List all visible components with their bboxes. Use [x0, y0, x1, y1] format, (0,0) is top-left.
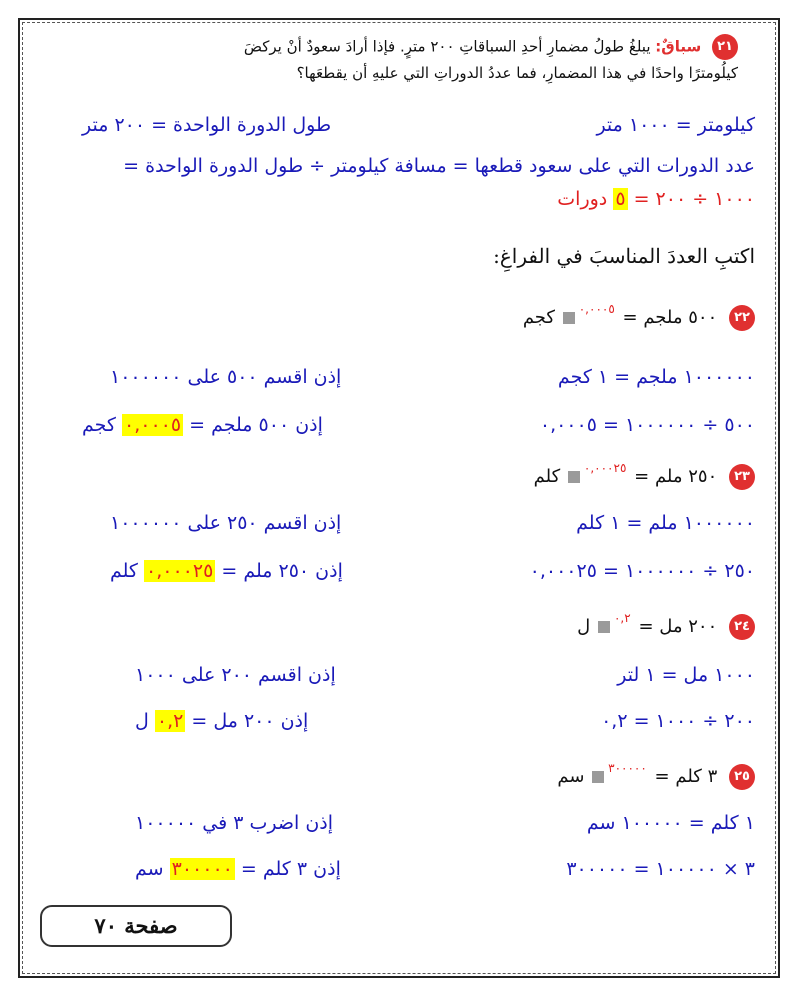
q25-result-value: ٣٠٠٠٠٠: [171, 858, 233, 880]
q25-number-badge: ٢٥: [729, 764, 755, 790]
q24-unit: ل: [577, 616, 591, 637]
q21-text-line2: كيلُومترًا واحدًا في هذا المضمارِ، فما عددُ الدوراتِ التي عليهِ أن يقطعَها؟: [296, 64, 738, 82]
q25-left: ٣ كلم =: [654, 766, 718, 787]
q24-result-prefix: إذن ٢٠٠ مل =: [191, 710, 309, 732]
q23-blank-box: [568, 471, 580, 483]
q21-number-badge: ٢١: [712, 34, 738, 60]
q24-left: ٢٠٠ مل =: [638, 616, 718, 637]
q21-keyword: سباقٌ:: [655, 37, 702, 56]
q22-result: [82, 414, 323, 436]
q22-method: إذن اقسم ٥٠٠ على ١٠٠٠٠٠٠: [110, 366, 342, 388]
q23-fact: ١٠٠٠٠٠٠ ملم = ١ كلم: [576, 512, 755, 534]
q25-calc: ٣ × ١٠٠٠٠٠ = ٣٠٠٠٠٠: [566, 858, 755, 880]
q24-result: [135, 710, 308, 732]
q21-line1: [244, 34, 738, 60]
q23-result-value: ٠,٠٠٠٢٥: [146, 560, 214, 582]
page-number-label: صفحة ٧٠: [40, 905, 232, 947]
q25-fact: ١ كلم = ١٠٠٠٠٠ سم: [586, 812, 755, 834]
q23-left: ٢٥٠ ملم =: [634, 466, 718, 487]
sol21-rule: عدد الدورات التي على سعود قطعها = مسافة كيلومتر ÷ طول الدورة الواحدة =: [123, 155, 755, 177]
q24-blank-box: [598, 621, 610, 633]
q25-prompt: [557, 761, 755, 790]
q21-text-line1: يبلغُ طولُ مضمارِ أحدِ السباقاتِ ٢٠٠ مترٍ. فإذا أرادَ سعودٌ أنْ يركضَ: [243, 37, 651, 56]
q24-number-badge: ٢٤: [729, 614, 755, 640]
q22-result-prefix: إذن ٥٠٠ ملجم =: [189, 414, 323, 436]
sol21-calc: ١٠٠٠ ÷ ٢٠٠ =: [633, 188, 755, 210]
q24-result-unit: ل: [135, 710, 149, 732]
q24-prompt: [577, 611, 755, 640]
q22-fill-answer: ٠,٠٠٠٥: [578, 302, 615, 316]
q23-calc: ٢٥٠ ÷ ١٠٠٠٠٠٠ = ٠,٠٠٠٢٥: [529, 560, 755, 582]
q23-result-unit: كلم: [110, 560, 138, 582]
q24-result-value: ٠,٢: [156, 710, 184, 732]
sol21-lap: طول الدورة الواحدة = ٢٠٠ متر: [82, 114, 332, 136]
q22-calc: ٥٠٠ ÷ ١٠٠٠٠٠٠ = ٠,٠٠٠٥: [539, 414, 755, 436]
q25-fill-answer: ٣٠٠٠٠٠: [608, 761, 647, 775]
q22-fact: ١٠٠٠٠٠٠ ملجم = ١ كجم: [557, 366, 755, 388]
q24-fact: ١٠٠٠ مل = ١ لتر: [617, 664, 755, 686]
q23-number-badge: ٢٣: [729, 464, 755, 490]
q22-blank-box: [563, 312, 575, 324]
q23-fill-answer: ٠,٠٠٠٢٥: [583, 461, 627, 475]
q24-method: إذن اقسم ٢٠٠ على ١٠٠٠: [135, 664, 336, 686]
q23-prompt: [533, 461, 755, 490]
q23-result-prefix: إذن ٢٥٠ ملم =: [221, 560, 343, 582]
sol21-unit: دورات: [557, 188, 608, 210]
q22-number-badge: ٢٢: [729, 305, 755, 331]
q23-method: إذن اقسم ٢٥٠ على ١٠٠٠٠٠٠: [110, 512, 342, 534]
q23-unit: كلم: [533, 466, 561, 487]
q25-unit: سم: [557, 766, 585, 787]
sol21-answer: ٥: [615, 188, 626, 210]
q25-result: [135, 858, 341, 880]
q23-result: [110, 560, 343, 582]
q22-unit: كجم: [522, 307, 555, 328]
sol21-calc-line: [557, 188, 755, 210]
q25-result-unit: سم: [135, 858, 164, 880]
q22-prompt: [522, 302, 755, 331]
q24-calc: ٢٠٠ ÷ ١٠٠٠ = ٠,٢: [601, 710, 755, 732]
q25-method: إذن اضرب ٣ في ١٠٠٠٠٠: [135, 812, 334, 834]
q22-left: ٥٠٠ ملجم =: [622, 307, 718, 328]
q25-blank-box: [592, 771, 604, 783]
q24-fill-answer: ٠,٢: [613, 611, 631, 625]
q22-result-value: ٠,٠٠٠٥: [124, 414, 182, 436]
q22-result-unit: كجم: [82, 414, 116, 436]
q25-result-prefix: إذن ٣ كلم =: [240, 858, 341, 880]
instruction-heading: اكتبِ العددَ المناسبَ في الفراغِ:: [493, 244, 755, 268]
sol21-km: كيلومتر = ١٠٠٠ متر: [596, 114, 755, 136]
